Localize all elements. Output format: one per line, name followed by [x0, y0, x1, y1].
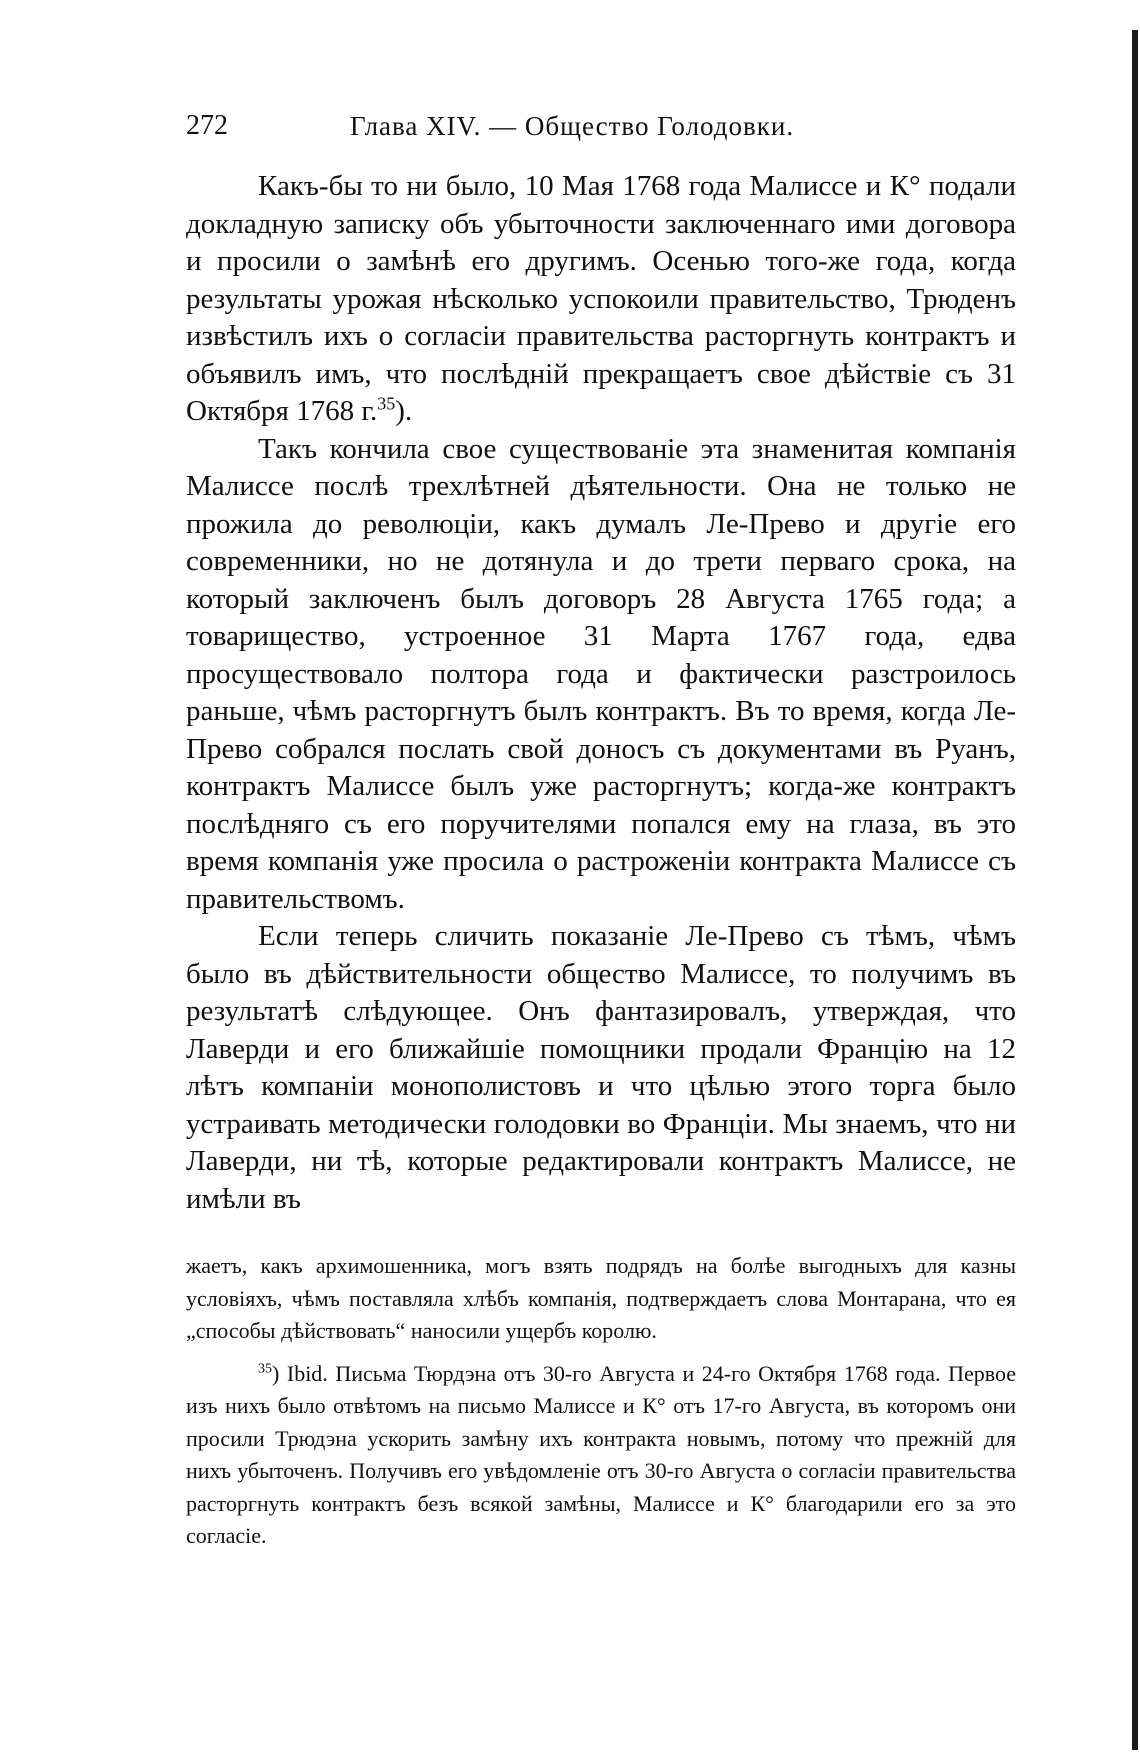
paragraph-2: Такъ кончила свое существованіе эта знаменитая компанія Малиссе послѣ трехлѣтней дѣятельности. Она не только не прожила до революціи, какъ думалъ Ле-Прево и другіе его современники, но не дотянула и до трети перваго срока, на который заключенъ былъ договоръ 28 Августа 1765 года; а товарищество, устроенное 31 Марта 1767 года, едва просуществовало полтора года и фактически разстроилось раньше, чѣмъ расторгнутъ былъ контрактъ. Въ то время, когда Ле-Прево собрался послать свой доносъ съ документами въ Руанъ, контрактъ Малиссе былъ уже расторгнутъ; когда-же контрактъ послѣдняго съ его поручителями попался ему на глаза, въ это время компанія уже просила о растроженіи контракта Малиссе съ правительствомъ.: [186, 432, 1016, 915]
page-header: [186, 106, 1016, 146]
main-text: [186, 168, 1016, 1218]
footnote-35-text: ) Ibid. Письма Тюрдэна отъ 30-го Августа и 24-го Октября 1768 года. Первое изъ нихъ было отвѣтомъ на письмо Малиссе и К° отъ 17-го Августа, въ которомъ они просили Трюдэна ускорить замѣну ихъ контракта новымъ, потому что прежній для нихъ убыточенъ. Получивъ его увѣдомленіе отъ 30-го Августа о согласіи правительства расторгнуть контрактъ безъ всякой замѣны, Малиссе и К° благодарили его за это согласіе.: [186, 1360, 1016, 1548]
paragraph-1-text: Какъ-бы то ни было, 10 Мая 1768 года Малиссе и К° подали докладную записку объ убыточности заключеннаго ими договора и просили о замѣнѣ его другимъ. Осенью того-же года, когда результаты урожая нѣсколько успокоили правительство, Трюденъ извѣстилъ ихъ о согласіи правительства расторгнуть контрактъ и объявилъ имъ, что послѣдній прекращаетъ свое дѣйствіе съ 31 Октября 1768 г.: [186, 170, 1016, 427]
paragraph-1: [186, 168, 1016, 431]
running-head: Глава XIV. — Общество Голодовки.: [350, 111, 795, 141]
page-edge: [1132, 30, 1138, 1750]
footnotes: [186, 1250, 1016, 1563]
footnote-35-mark: 35: [258, 1361, 272, 1377]
footnote-35: [186, 1358, 1016, 1553]
paragraph-3: Если теперь сличить показаніе Ле-Прево съ тѣмъ, чѣмъ было въ дѣйствительности общество Малиссе, то получимъ въ результатѣ слѣдующее. Онъ фантазировалъ, утверждая, что Лаверди и его ближайшіе помощники продали Францію на 12 лѣтъ компаніи монополистовъ и что цѣлью этого торга было устраивать методически голодовки во Франціи. Мы знаемъ, что ни Лаверди, ни тѣ, которые редактировали контрактъ Малиссе, не имѣли въ: [186, 920, 1016, 1215]
page-number: 272: [186, 110, 228, 141]
paragraph-1-end: ).: [395, 395, 413, 427]
footnote-continuation: жаетъ, какъ архимошенника, могъ взять подрядъ на болѣе выгодныхъ для казны условіяхъ, чѣмъ поставляла хлѣбъ компанія, подтверждаетъ слова Монтарана, что ея „способы дѣйствовать“ наносили ущербъ королю.: [186, 1253, 1016, 1343]
footnote-ref-35: 35: [377, 393, 396, 414]
